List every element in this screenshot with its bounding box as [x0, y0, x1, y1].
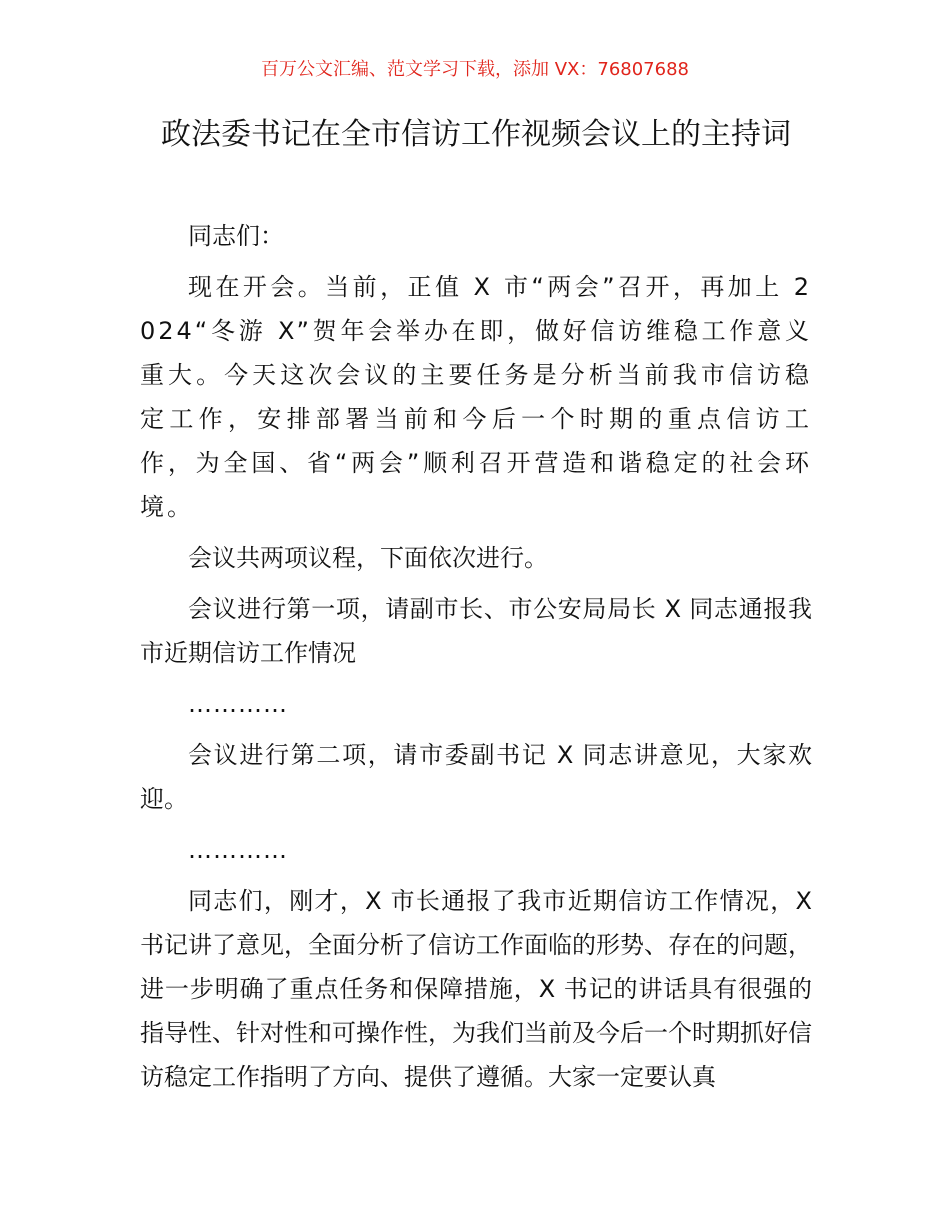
- paragraph-opening: 现在开会。当前，正值 X 市“两会”召开，再加上 2024“冬游 X”贺年会举办在即，做好信访维稳工作意义重大。今天这次会议的主要任务是分析当前我市信访稳定工作，安排部署当前和今后一个时期的重点信访工作，为全国、省“两会”顺利召开营造和谐稳定的社会环境。: [140, 273, 812, 521]
- ellipsis-divider: …………: [188, 836, 288, 864]
- document-title: 政法委书记在全市信访工作视频会议上的主持词: [161, 117, 791, 152]
- ellipsis-divider: …………: [188, 690, 288, 718]
- download-notice: 百万公文汇编、范文学习下载，添加 VX：76807688: [261, 59, 689, 80]
- paragraph-item-two: 会议进行第二项，请市委副书记 X 同志讲意见，大家欢迎。: [140, 741, 812, 813]
- document-body: [140, 214, 812, 1106]
- paragraph-agenda: 会议共两项议程，下面依次进行。: [188, 544, 548, 572]
- paragraph-item-one: 会议进行第一项，请副市长、市公安局局长 X 同志通报我市近期信访工作情况: [140, 595, 812, 667]
- paragraph-summary: 同志们，刚才，X 市长通报了我市近期信访工作情况，X 书记讲了意见，全面分析了信访工作面临的形势、存在的问题，进一步明确了重点任务和保障措施，X 书记的讲话具有很强的指导性、针对性和可操作性，为我们当前及今后一个时期抓好信访稳定工作指明了方向、提供了遵循。大家一定要认真: [140, 887, 812, 1091]
- salutation: 同志们：: [188, 222, 284, 250]
